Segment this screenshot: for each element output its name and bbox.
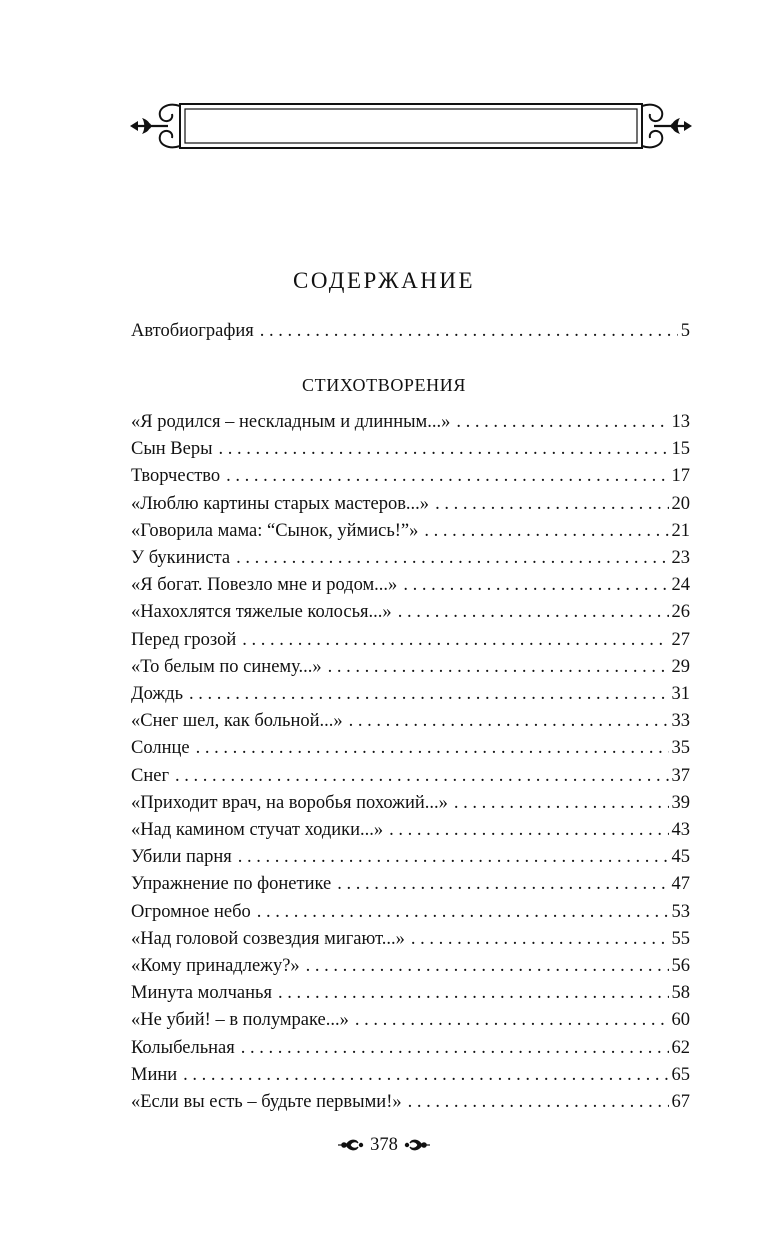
toc-entry [131,844,690,871]
toc-leader-dots [456,409,668,436]
toc-leader-dots [328,654,669,681]
toc-entry-title: Упражнение по фонетике [131,874,332,895]
toc-leader-dots [389,817,668,844]
toc-entry [131,599,690,626]
toc-entry-page: 53 [671,901,690,922]
toc-entry [131,1089,690,1116]
toc-entry [131,491,690,518]
toc-leader-dots [408,1089,669,1116]
toc-leader-dots [236,545,668,572]
toc-leader-dots [349,708,669,735]
toc-leader-dots [241,1035,669,1062]
toc-entry [131,926,690,953]
toc-entry-page: 5 [680,321,690,341]
toc-leader-dots [306,953,669,980]
toc-entry-page: 20 [671,493,690,514]
toc-entry-title: Дождь [131,684,184,704]
toc-leader-dots [337,871,668,898]
toc-leader-dots [238,844,669,871]
toc-entry-title: Убили парня [131,847,232,868]
toc-entry [131,763,690,790]
toc-leader-dots [424,518,668,545]
toc-entry-page: 26 [671,602,690,623]
toc-entry-title: Колыбельная [131,1037,235,1058]
toc-entry [131,518,690,545]
toc-leader-dots [398,599,669,626]
toc-leader-dots [257,899,669,926]
toc-entry [131,681,690,708]
toc-entry-title: Снег [131,765,170,786]
toc-entry-page: 24 [671,575,690,596]
toc-entry-title: Сын Веры [131,439,213,460]
toc-leader-dots [242,627,668,654]
toc-entry-title: «Над камином стучат ходики...» [131,820,384,840]
toc-entry-title: «Нахохлятся тяжелые колосья...» [131,602,392,623]
toc-entry-title: «То белым по синему...» [131,656,322,677]
toc-entry-page: 31 [671,684,690,704]
toc-entry-title: Огромное небо [131,901,251,922]
toc-leader-dots [454,790,669,817]
toc-entry-title: «Приходит врач, на воробья похожий...» [131,792,448,813]
toc-entry-page: 43 [671,820,690,840]
toc-entry [131,953,690,980]
toc-entry [131,817,690,844]
toc-entry-title: «Не убий! – в полумраке...» [131,1010,349,1031]
toc-entry-page: 21 [671,520,690,541]
toc-entry [131,871,690,898]
toc-entry [131,1007,690,1034]
toc-entry-page: 35 [671,738,690,759]
page-number: 378 [370,1134,398,1155]
toc-entry-title: «Кому принадлежу?» [131,956,300,976]
toc-leader-dots [355,1007,669,1034]
toc-leader-dots [260,318,678,345]
toc-entry-title: «Я богат. Повезло мне и родом...» [131,575,398,596]
toc-entry [131,463,690,490]
toc-entry-title: Мини [131,1064,178,1085]
toc-entry-page: 65 [671,1064,690,1085]
toc-entry [131,899,690,926]
toc-entry-page: 55 [671,928,690,949]
toc-leader-dots [189,681,668,708]
toc-leader-dots [435,491,668,518]
toc-entry-title: Минута молчанья [131,983,272,1004]
toc-entry [131,436,690,463]
toc-entry-page: 33 [671,711,690,732]
toc-entry [131,980,690,1007]
toc-entry [131,654,690,681]
toc-entry-page: 45 [671,847,690,868]
toc-entry-title: «Снег шел, как больной...» [131,711,343,732]
toc-entry-title: «Если вы есть – будьте первыми!» [131,1092,402,1112]
toc-entry-title: «Говорила мама: “Сынок, уймись!”» [131,520,419,541]
toc-leader-dots [278,980,669,1007]
toc-leader-dots [226,463,668,490]
toc-entry-page: 56 [671,956,690,976]
toc-entry-page: 58 [671,983,690,1004]
toc-entry-title: «Над головой созвездия мигают...» [131,928,405,949]
toc-entry [131,790,690,817]
toc-entry-title: Творчество [131,466,221,487]
toc-entry [131,708,690,735]
toc-entry-page: 39 [671,792,690,813]
toc-entry-page: 15 [671,439,690,460]
toc-entry-title: «Люблю картины старых мастеров...» [131,493,430,514]
toc-entry-page: 27 [671,629,690,650]
toc-entry-page: 23 [671,548,690,568]
toc-entry-page: 17 [671,466,690,487]
toc-entry [131,409,690,436]
toc-leader-dots [403,572,668,599]
toc-leader-dots [411,926,669,953]
toc-entry-page: 47 [671,874,690,895]
toc-leader-dots [219,436,669,463]
toc-entry [131,1062,690,1089]
toc-entry-page: 29 [671,656,690,677]
toc-leader-dots [196,735,669,762]
toc-entry-title: «Я родился – нескладным и длинным...» [131,412,451,432]
header-frame-ornament [128,100,694,156]
toc-leader-dots [183,1062,668,1089]
page-footer [0,1130,768,1160]
toc-leader-dots [175,763,668,790]
toc-entry-page: 60 [671,1010,690,1031]
section-title: СТИХОТВОРЕНИЯ [302,375,466,395]
toc-entry-page: 62 [671,1037,690,1058]
toc-entry-title: Солнце [131,738,190,759]
page-title: СОДЕРЖАНИЕ [292,268,475,293]
toc-entry-page: 13 [671,412,690,432]
toc-entry [131,545,690,572]
toc-entry-title: Перед грозой [131,629,237,650]
fleuron-right-icon [404,1135,432,1155]
toc-entry-intro [131,318,690,345]
toc-entry-page: 67 [671,1092,690,1112]
toc-entry [131,1035,690,1062]
toc-entry [131,627,690,654]
toc-entry-title: Автобиография [131,321,254,341]
toc-entry [131,735,690,762]
toc-entry [131,572,690,599]
toc-entry-title: У букиниста [131,548,231,568]
fleuron-left-icon [336,1135,364,1155]
toc-entry-page: 37 [671,765,690,786]
